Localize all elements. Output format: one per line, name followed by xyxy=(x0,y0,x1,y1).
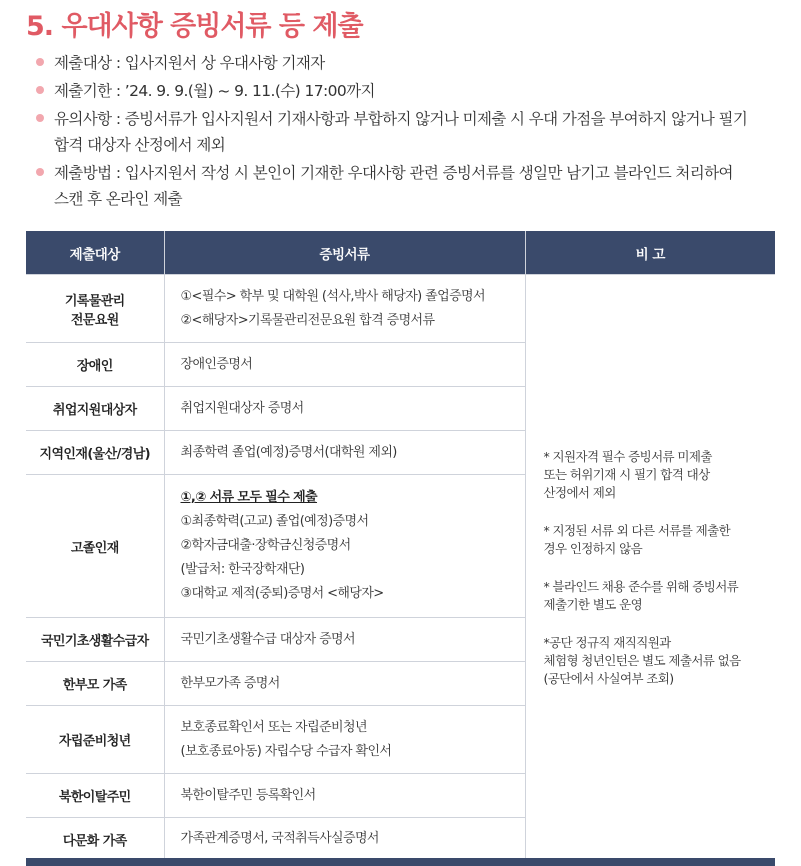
bullet-target: 제출대상 : 입사지원서 상 우대사항 기재자 xyxy=(36,50,776,76)
docs-cell: 북한이탈주민 등록확인서 xyxy=(164,774,525,818)
target-cell: 자립준비청년 xyxy=(26,706,164,774)
docs-cell: ①<필수> 학부 및 대학원 (석사,박사 해당자) 졸업증명서 ②<해당자>기록물관리전문요원 합격 증명서류 xyxy=(164,275,525,343)
docs-cell: 취업지원대상자 증명서 xyxy=(164,387,525,431)
table-bottom-border xyxy=(26,858,775,866)
bullet-dot-icon xyxy=(36,168,44,176)
note-cell xyxy=(525,275,775,861)
target-cell: 북한이탈주민 xyxy=(26,774,164,818)
docs-cell: 최종학력 졸업(예정)증명서(대학원 제외) xyxy=(164,431,525,475)
submission-info-list xyxy=(36,50,776,214)
section-title: 5. 우대사항 증빙서류 등 제출 xyxy=(26,11,363,42)
docs-cell: 한부모가족 증명서 xyxy=(164,662,525,706)
bullet-method: 제출방법 : 입사지원서 작성 시 본인이 기재한 우대사항 관련 증빙서류를 생일만 남기고 블라인드 처리하여 스캔 후 온라인 제출 xyxy=(36,160,776,212)
docs-cell: 국민기초생활수급 대상자 증명서 xyxy=(164,618,525,662)
note-item: * 지원자격 필수 증빙서류 미제출 또는 허위기재 시 필기 합격 대상 산정에서 제외 xyxy=(543,448,712,500)
target-cell: 장애인 xyxy=(26,343,164,387)
target-cell: 기록물관리 전문요원 xyxy=(26,275,164,343)
evidence-table xyxy=(26,231,775,861)
note-item: * 블라인드 채용 준수를 위해 증빙서류 제출기한 별도 운영 xyxy=(543,578,739,612)
bullet-dot-icon xyxy=(36,58,44,66)
target-cell: 다문화 가족 xyxy=(26,818,164,861)
note-item: * 지정된 서류 외 다른 서류를 제출한 경우 인정하지 않음 xyxy=(543,522,731,556)
target-cell: 고졸인재 xyxy=(26,475,164,618)
table-header-row xyxy=(26,231,775,275)
bullet-dot-icon xyxy=(36,86,44,94)
docs-cell: 보호종료확인서 또는 자립준비청년 (보호종료아동) 자립수당 수급자 확인서 xyxy=(164,706,525,774)
header-note: 비 고 xyxy=(525,231,775,275)
header-target: 제출대상 xyxy=(26,231,164,275)
target-cell: 지역인재(울산/경남) xyxy=(26,431,164,475)
required-heading: ①,② 서류 모두 필수 제출 xyxy=(180,490,318,505)
table-row xyxy=(26,275,775,343)
docs-cell: 장애인증명서 xyxy=(164,343,525,387)
target-cell: 국민기초생활수급자 xyxy=(26,618,164,662)
docs-cell: ①,② 서류 모두 필수 제출 ①최종학력(고교) 졸업(예정)증명서 ②학자금대출·장학금신청증명서 (발급처: 한국장학재단) ③대학교 제적(중퇴)증명서 <해당자> xyxy=(164,475,525,618)
target-cell: 한부모 가족 xyxy=(26,662,164,706)
note-item: *공단 정규직 재직직원과 체험형 청년인턴은 별도 제출서류 없음 (공단에서 사실여부 조회) xyxy=(543,634,741,686)
bullet-caution: 유의사항 : 증빙서류가 입사지원서 기재사항과 부합하지 않거나 미제출 시 우대 가점을 부여하지 않거나 필기 합격 대상자 산정에서 제외 xyxy=(36,106,776,158)
header-docs: 증빙서류 xyxy=(164,231,525,275)
bullet-deadline: 제출기한 : ’24. 9. 9.(월) ~ 9. 11.(수) 17:00까지 xyxy=(36,78,776,104)
bullet-dot-icon xyxy=(36,114,44,122)
target-cell: 취업지원대상자 xyxy=(26,387,164,431)
docs-cell: 가족관계증명서, 국적취득사실증명서 xyxy=(164,818,525,861)
